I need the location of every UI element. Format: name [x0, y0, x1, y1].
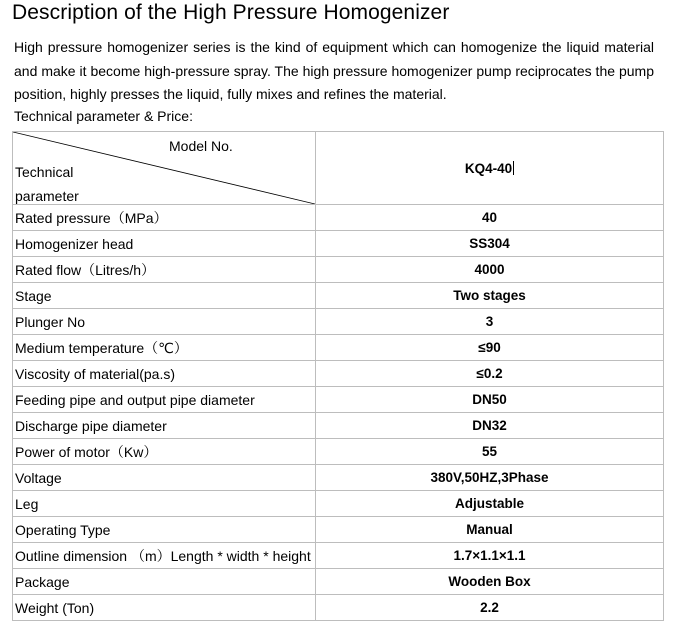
parameter-label: Medium temperature（℃）	[13, 335, 315, 360]
parameter-value: ≤0.2	[316, 361, 663, 386]
table-row	[13, 465, 663, 490]
model-no-header: Model No.	[169, 138, 233, 154]
parameter-value: 380V,50HZ,3Phase	[316, 465, 663, 490]
parameter-label: Rated flow（Litres/h）	[13, 257, 315, 282]
parameter-label: Rated pressure（MPa）	[13, 205, 315, 230]
table-row	[13, 569, 663, 594]
parameter-value: Manual	[316, 517, 663, 542]
table-row	[13, 205, 663, 230]
table-row	[13, 283, 663, 308]
table-row	[13, 595, 663, 620]
parameter-value: Adjustable	[316, 491, 663, 516]
section-subheading: Technical parameter & Price:	[14, 108, 193, 124]
parameter-value: 1.7×1.1×1.1	[316, 543, 663, 568]
parameter-label: Viscosity of material(pa.s)	[13, 361, 315, 386]
table-row	[13, 543, 663, 568]
parameter-label: Plunger No	[13, 309, 315, 334]
parameter-value: 40	[316, 205, 663, 230]
table-header-row	[13, 132, 663, 204]
page-title: Description of the High Pressure Homogenizer	[12, 1, 450, 24]
table-row	[13, 517, 663, 542]
spec-table	[12, 131, 664, 621]
parameter-label: Power of motor（Kw）	[13, 439, 315, 464]
parameter-label: Package	[13, 569, 315, 594]
parameter-label: Discharge pipe diameter	[13, 413, 315, 438]
text-caret	[513, 161, 514, 175]
parameter-value: 2.2	[316, 595, 663, 620]
parameter-value: 55	[316, 439, 663, 464]
parameter-value: DN32	[316, 413, 663, 438]
parameter-value: Two stages	[316, 283, 663, 308]
parameter-label: Outline dimension （m）Length * width * height	[13, 543, 315, 568]
parameter-value: Wooden Box	[316, 569, 663, 594]
table-row	[13, 231, 663, 256]
parameter-label: Leg	[13, 491, 315, 516]
model-value: KQ4-40	[464, 160, 513, 176]
parameter-value: SS304	[316, 231, 663, 256]
table-row	[13, 491, 663, 516]
parameter-value: DN50	[316, 387, 663, 412]
description-paragraph: High pressure homogenizer series is the kind of equipment which can homogenize the liquid material and make it become high-pressure spray. The high pressure homogenizer pump reciprocates the pump position, highly presses the liquid, fully mixes and refines the material.	[14, 39, 654, 102]
parameter-value: 3	[316, 309, 663, 334]
table-row	[13, 413, 663, 438]
table-row	[13, 257, 663, 282]
technical-parameter-header: Technical parameter	[15, 164, 79, 204]
table-row	[13, 335, 663, 360]
parameter-value: 4000	[316, 257, 663, 282]
model-value-cell	[316, 132, 663, 204]
diagonal-header-cell	[13, 132, 315, 204]
parameter-label: Stage	[13, 283, 315, 308]
table-row	[13, 361, 663, 386]
parameter-label: Voltage	[13, 465, 315, 490]
table-row	[13, 387, 663, 412]
parameter-value: ≤90	[316, 335, 663, 360]
parameter-label: Feeding pipe and output pipe diameter	[13, 387, 315, 412]
table-row	[13, 439, 663, 464]
parameter-label: Weight (Ton)	[13, 595, 315, 620]
parameter-label: Homogenizer head	[13, 231, 315, 256]
table-row	[13, 309, 663, 334]
parameter-label: Operating Type	[13, 517, 315, 542]
